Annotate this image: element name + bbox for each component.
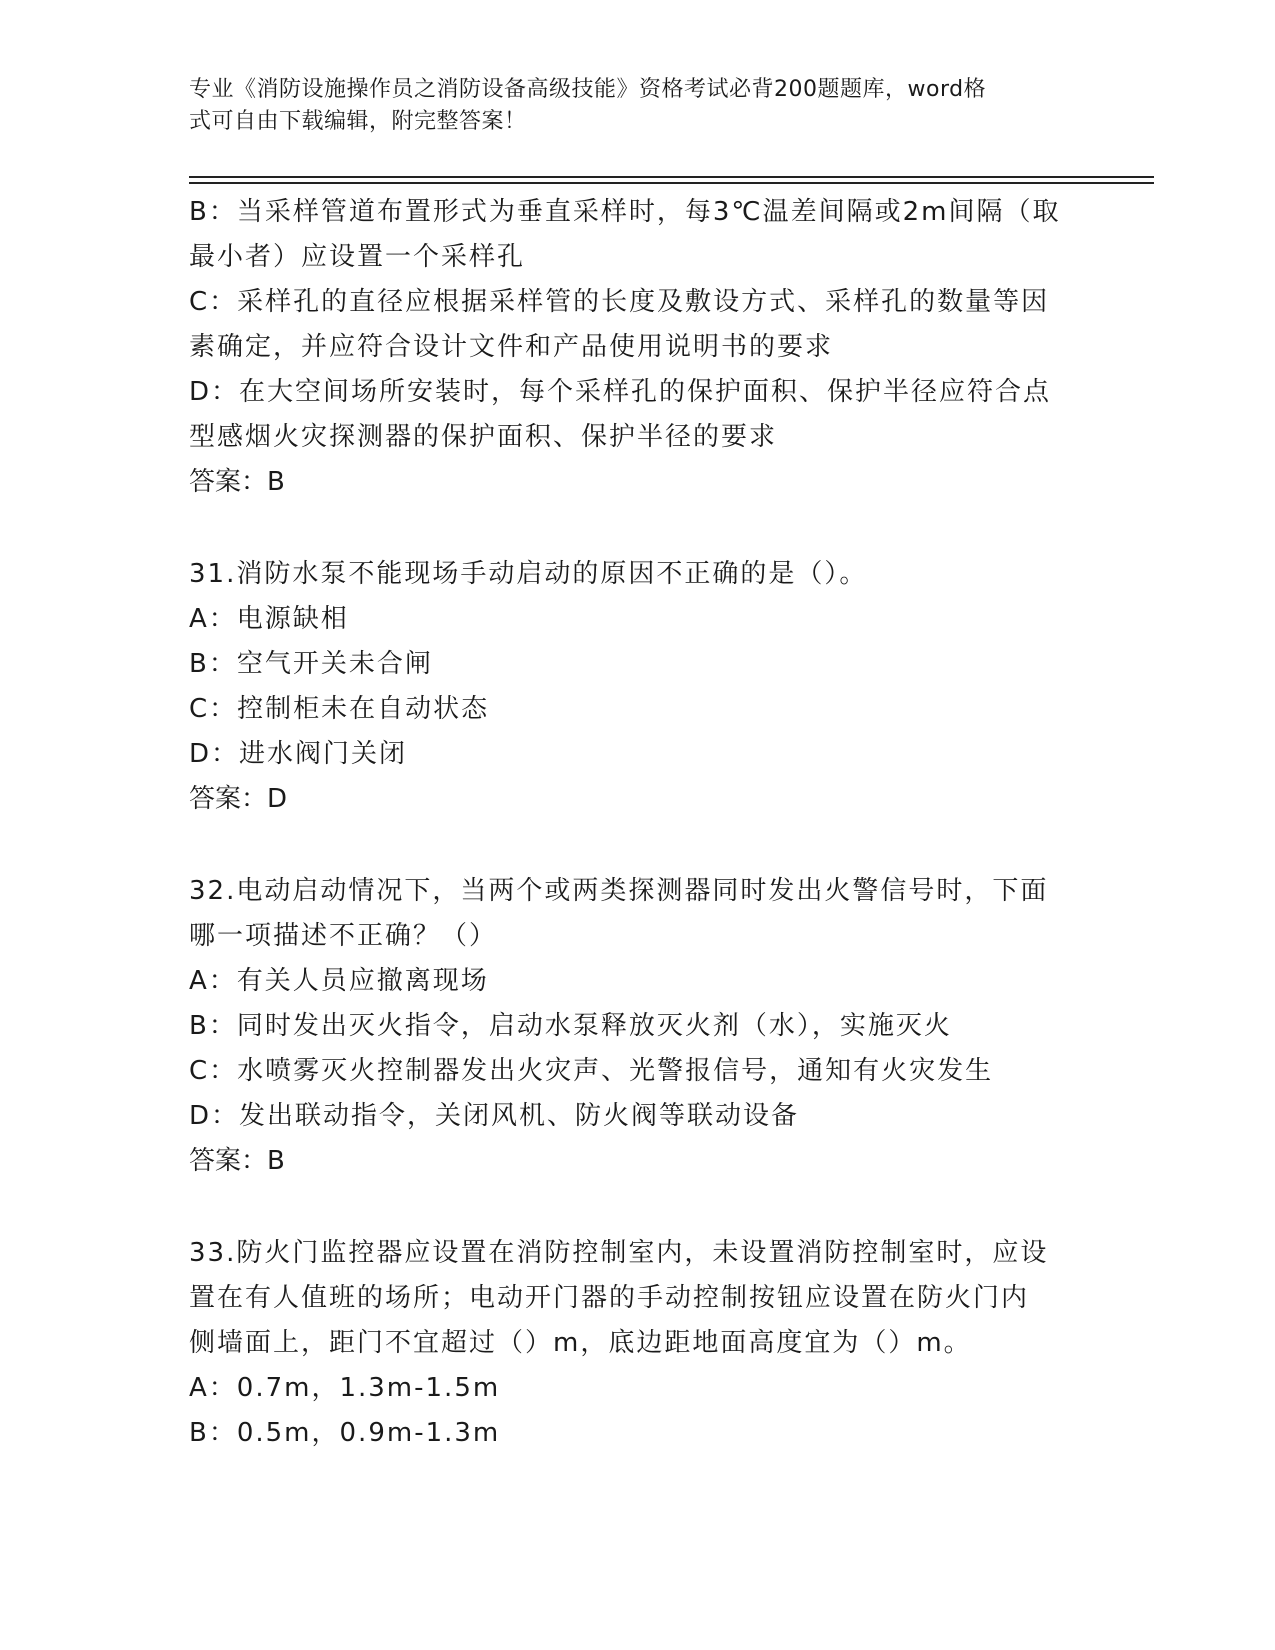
spacer — [189, 822, 1089, 869]
q30-option-b-line-2: 最小者）应设置一个采样孔 — [189, 242, 526, 272]
spacer — [189, 505, 1089, 552]
question-33 — [189, 1231, 1089, 1456]
q30-option-d-line-1: D：在大空间场所安装时，每个采样孔的保护面积、保护半径应符合点 — [189, 377, 1052, 407]
q32-question-line-1: 32.电动启动情况下，当两个或两类探测器同时发出火警信号时，下面 — [189, 876, 1049, 906]
q33-question-line-1: 33.防火门监控器应设置在消防控制室内，未设置消防控制室时，应设 — [189, 1238, 1049, 1268]
question-content — [189, 190, 1089, 1456]
q32-option-d: D：发出联动指令，关闭风机、防火阀等联动设备 — [189, 1101, 800, 1131]
q31-option-a: A：电源缺相 — [189, 604, 349, 634]
q32-answer: 答案：B — [189, 1146, 285, 1176]
q32-option-b: B：同时发出灭火指令，启动水泵释放灭火剂（水），实施灭火 — [189, 1011, 952, 1041]
q33-question-line-2: 置在有人值班的场所；电动开门器的手动控制按钮应设置在防火门内 — [189, 1283, 1030, 1313]
q31-question: 31.消防水泵不能现场手动启动的原因不正确的是（）。 — [189, 559, 868, 589]
q33-question-line-3: 侧墙面上，距门不宜超过（）m，底边距地面高度宜为（）m。 — [189, 1328, 972, 1358]
q30-option-b-line-1: B：当采样管道布置形式为垂直采样时，每3℃温差间隔或2m间隔（取 — [189, 197, 1061, 227]
q32-option-c: C：水喷雾灭火控制器发出火灾声、光警报信号，通知有火灾发生 — [189, 1056, 994, 1086]
q32-question-line-2: 哪一项描述不正确？（） — [189, 921, 498, 951]
question-32 — [189, 869, 1089, 1184]
question-31 — [189, 552, 1089, 822]
header-divider-top — [189, 176, 1154, 178]
spacer — [189, 1184, 1089, 1231]
q30-option-c-line-1: C：采样孔的直径应根据采样管的长度及敷设方式、采样孔的数量等因 — [189, 287, 1050, 317]
document-header — [189, 74, 1089, 138]
q31-option-d: D：进水阀门关闭 — [189, 739, 408, 769]
header-line-1: 专业《消防设施操作员之消防设备高级技能》资格考试必背200题题库，word格 — [189, 77, 987, 102]
q31-answer: 答案：D — [189, 784, 288, 814]
q33-option-a: A：0.7m，1.3m-1.5m — [189, 1373, 501, 1403]
q30-answer: 答案：B — [189, 467, 285, 497]
q30-option-d-line-2: 型感烟火灾探测器的保护面积、保护半径的要求 — [189, 422, 778, 452]
q30-option-c-line-2: 素确定，并应符合设计文件和产品使用说明书的要求 — [189, 332, 834, 362]
header-line-2: 式可自由下载编辑，附完整答案！ — [189, 109, 527, 134]
q32-option-a: A：有关人员应撤离现场 — [189, 966, 489, 996]
q33-option-b: B：0.5m，0.9m-1.3m — [189, 1418, 501, 1448]
header-divider-bottom — [189, 182, 1154, 184]
question-30-tail — [189, 190, 1089, 505]
q31-option-c: C：控制柜未在自动状态 — [189, 694, 490, 724]
q31-option-b: B：空气开关未合闸 — [189, 649, 433, 679]
